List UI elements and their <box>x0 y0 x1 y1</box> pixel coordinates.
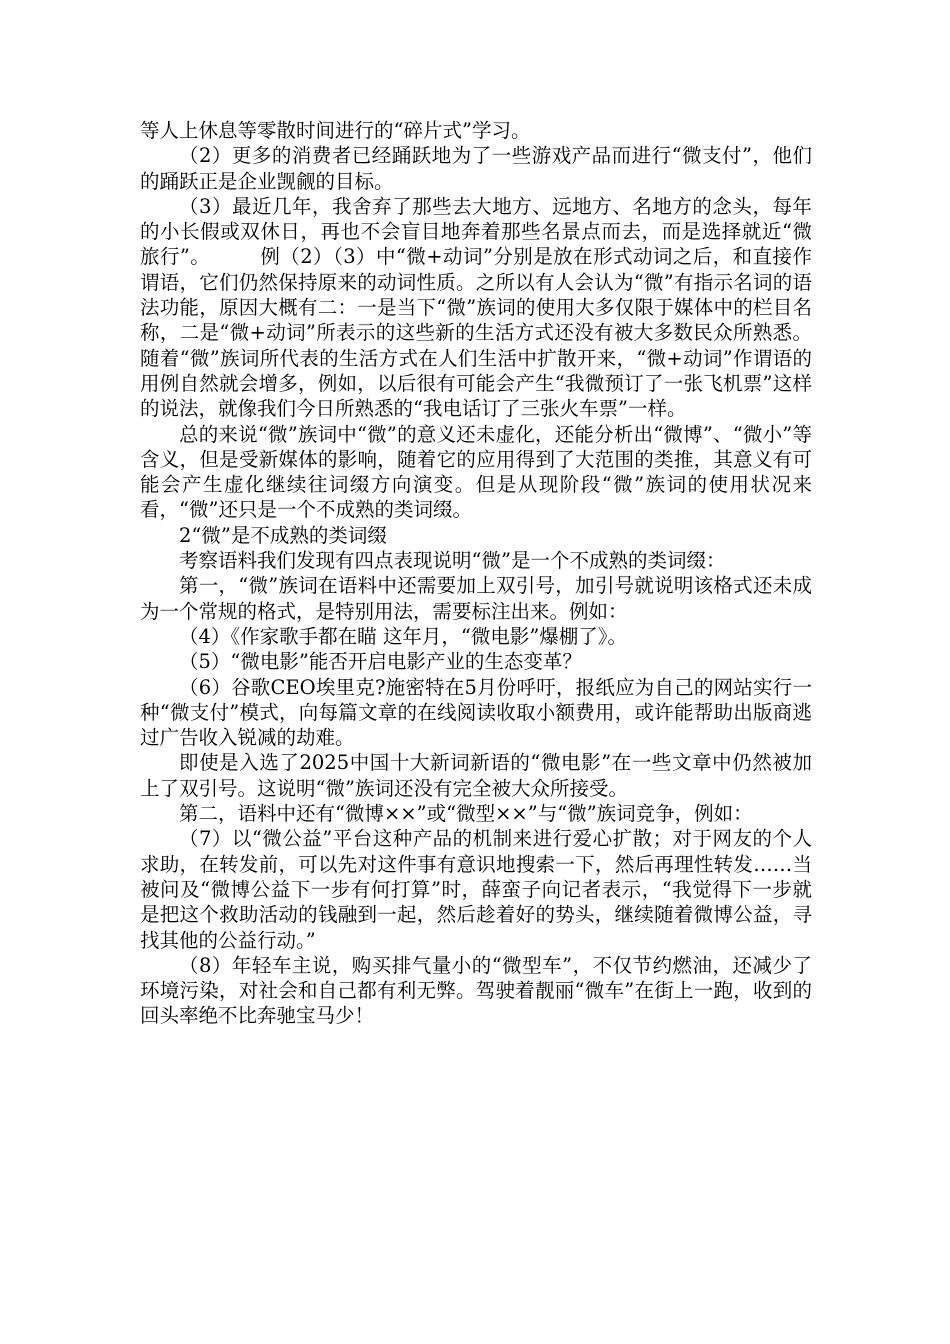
paragraph-example-6: （6）谷歌CEO埃里克?施密特在5月份呼吁，报纸应为自己的网站实行一种“微支付”模式，向每篇文章的在线阅读收取小额费用，或许能帮助出版商逃过广告收入锐减的劫难。 <box>140 675 812 750</box>
paragraph-conclusion-1: 即使是入选了2025中国十大新词新语的“微电影”在一些文章中仍然被加上了双引号。这说明“微”族词还没有完全被大众所接受。 <box>140 751 812 800</box>
paragraph-summary: 总的来说“微”族词中“微”的意义还未虚化，还能分析出“微博”、“微小”等含义，但是受新媒体的影响，随着它的应用得到了大范围的类推，其意义有可能会产生虚化继续往词缀方向演变。但是从现阶段“微”族词的使用状况来看，“微”还只是一个不成熟的类词缀。 <box>140 422 812 522</box>
paragraph-continuation: 等人上休息等零散时间进行的“碎片式”学习。 <box>140 119 531 142</box>
section-heading: 2“微”是不成熟的类词缀 <box>179 523 387 547</box>
paragraph-example-4: （4）《作家歌手都在瞄 这年月，“微电影”爆棚了》。 <box>179 624 628 648</box>
paragraph-point-1: 第一，“微”族词在语料中还需要加上双引号，加引号就说明该格式还未成为一个常规的格式，是特别用法，需要标注出来。例如： <box>140 574 812 623</box>
document-page <box>140 118 812 1029</box>
paragraph-intro: 考察语料我们发现有四点表现说明“微”是一个不成熟的类词缀： <box>179 549 726 573</box>
paragraph-point-2: 第二，语料中还有“微博××”或“微型××”与“微”族词竞争，例如： <box>179 802 753 826</box>
paragraph-example-7: （7）以“微公益”平台这种产品的机制来进行爱心扩散；对于网友的个人求助，在转发前，可以先对这件事有意识地搜索一下，然后再理性转发……当被问及“微博公益下一步有何打算”时，薛蛮子向记者表示，“我觉得下一步就是把这个救助活动的钱融到一起，然后趁着好的势头，继续随着微博公益，寻找其他的公益行动。” <box>140 827 812 952</box>
paragraph-example-5: （5）“微电影”能否开启电影产业的生态变革？ <box>179 650 582 674</box>
paragraph-example-2: （2）更多的消费者已经踊跃地为了一些游戏产品而进行“微支付”，他们的踊跃正是企业觊觎的目标。 <box>140 144 812 193</box>
paragraph-example-3: （3）最近几年，我舍弃了那些去大地方、远地方、名地方的念头，每年的小长假或双休日，再也不会盲目地奔着那些名景点而去，而是选择就近“微旅行”。 例（2）（3）中“微+动词”分别是放在形式动词之后，和直接作谓语，它们仍然保持原来的动词性质。之所以有人会认为“微”有指示名词的语法功能，原因大概有二：一是当下“微”族词的使用大多仅限于媒体中的栏目名称，二是“微+动词”所表示的这些新的生活方式还没有被大多数民众所熟悉。随着“微”族词所代表的生活方式在人们生活中扩散开来，“微+动词”作谓语的用例自然就会增多，例如，以后很有可能会产生“我微预订了一张飞机票”这样的说法，就像我们今日所熟悉的“我电话订了三张火车票”一样。 <box>140 194 812 421</box>
paragraph-example-8: （8）年轻车主说，购买排气量小的“微型车”，不仅节约燃油，还减少了环境污染，对社会和自己都有利无弊。驾驶着靓丽“微车”在街上一跑，收到的回头率绝不比奔驰宝马少！ <box>140 953 812 1028</box>
